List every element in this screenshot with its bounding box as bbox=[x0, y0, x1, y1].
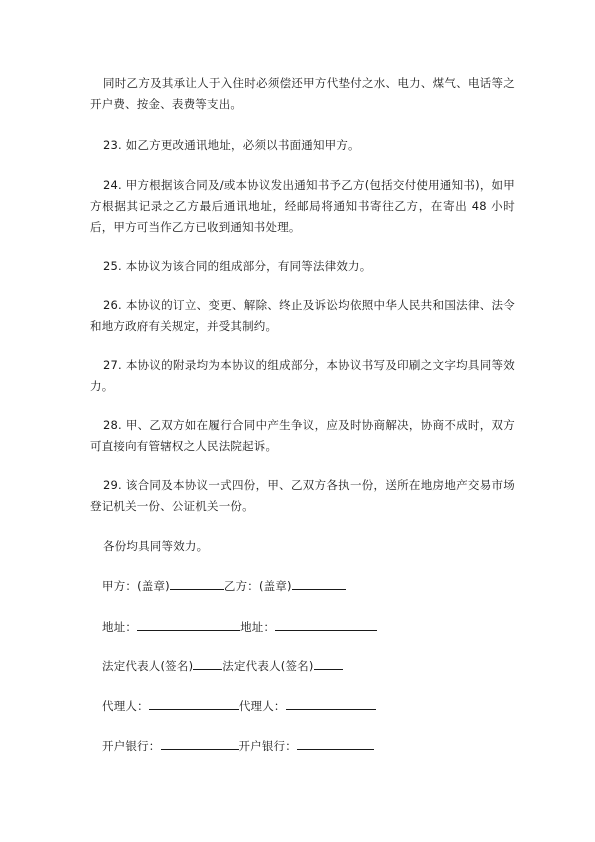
bank-b-blank[interactable] bbox=[297, 737, 374, 750]
clause-26: 26. 本协议的订立、变更、解除、终止及诉讼均依照中华人民共和国法律、法令和地方政府有关规定，并受其制约。 bbox=[90, 298, 515, 333]
signature-row-bank bbox=[102, 737, 374, 754]
rep-b-label: 法定代表人(签名) bbox=[222, 659, 314, 673]
bank-a-label: 开户银行： bbox=[102, 739, 161, 753]
signature-row-party bbox=[102, 577, 346, 594]
clause-continuation: 同时乙方及其承让人于入住时必须偿还甲方代垫付之水、电力、煤气、电话等之开户费、按金、表费等支出。 bbox=[90, 76, 515, 111]
party-a-blank[interactable] bbox=[170, 577, 224, 590]
rep-a-blank[interactable] bbox=[193, 657, 222, 670]
agent-a-blank[interactable] bbox=[149, 697, 239, 710]
address-a-label: 地址： bbox=[102, 620, 138, 634]
signature-row-representative bbox=[102, 657, 343, 674]
party-b-blank[interactable] bbox=[292, 577, 346, 590]
clause-25: 25. 本协议为该合同的组成部分，有同等法律效力。 bbox=[103, 259, 372, 273]
clause-23: 23. 如乙方更改通讯地址，必须以书面通知甲方。 bbox=[103, 138, 360, 152]
clause-24: 24. 甲方根据该合同及/或本协议发出通知书予乙方(包括交付使用通知书)，如甲方根据其记录之乙方最后通讯地址，经邮局将通知书寄往乙方，在寄出 48 小时后，甲方可当作乙方已收到通知书处理。 bbox=[90, 178, 515, 234]
clause-29: 29. 该合同及本协议一式四份，甲、乙双方各执一份，送所在地房地产交易市场登记机关一份、公证机关一份。 bbox=[90, 478, 515, 513]
address-b-label: 地址： bbox=[240, 620, 276, 634]
agent-a-label: 代理人： bbox=[102, 699, 149, 713]
signature-row-agent bbox=[102, 697, 376, 714]
signature-row-address bbox=[102, 618, 377, 635]
bank-a-blank[interactable] bbox=[161, 737, 239, 750]
party-b-label: 乙方：(盖章) bbox=[223, 579, 292, 593]
rep-a-label: 法定代表人(签名) bbox=[102, 659, 194, 673]
party-a-label: 甲方：(盖章) bbox=[102, 579, 170, 593]
rep-b-blank[interactable] bbox=[314, 657, 343, 670]
clause-28: 28. 甲、乙双方如在履行合同中产生争议，应及时协商解决，协商不成时，双方可直接向有管辖权之人民法院起诉。 bbox=[90, 418, 515, 453]
agent-b-blank[interactable] bbox=[286, 697, 376, 710]
agent-b-label: 代理人： bbox=[238, 699, 286, 713]
clause-27: 27. 本协议的附录均为本协议的组成部分，本协议书写及印刷之文字均具同等效力。 bbox=[90, 358, 515, 393]
closing-statement: 各份均具同等效力。 bbox=[103, 539, 209, 553]
bank-b-label: 开户银行： bbox=[238, 739, 297, 753]
address-a-blank[interactable] bbox=[137, 618, 240, 631]
address-b-blank[interactable] bbox=[275, 618, 377, 631]
